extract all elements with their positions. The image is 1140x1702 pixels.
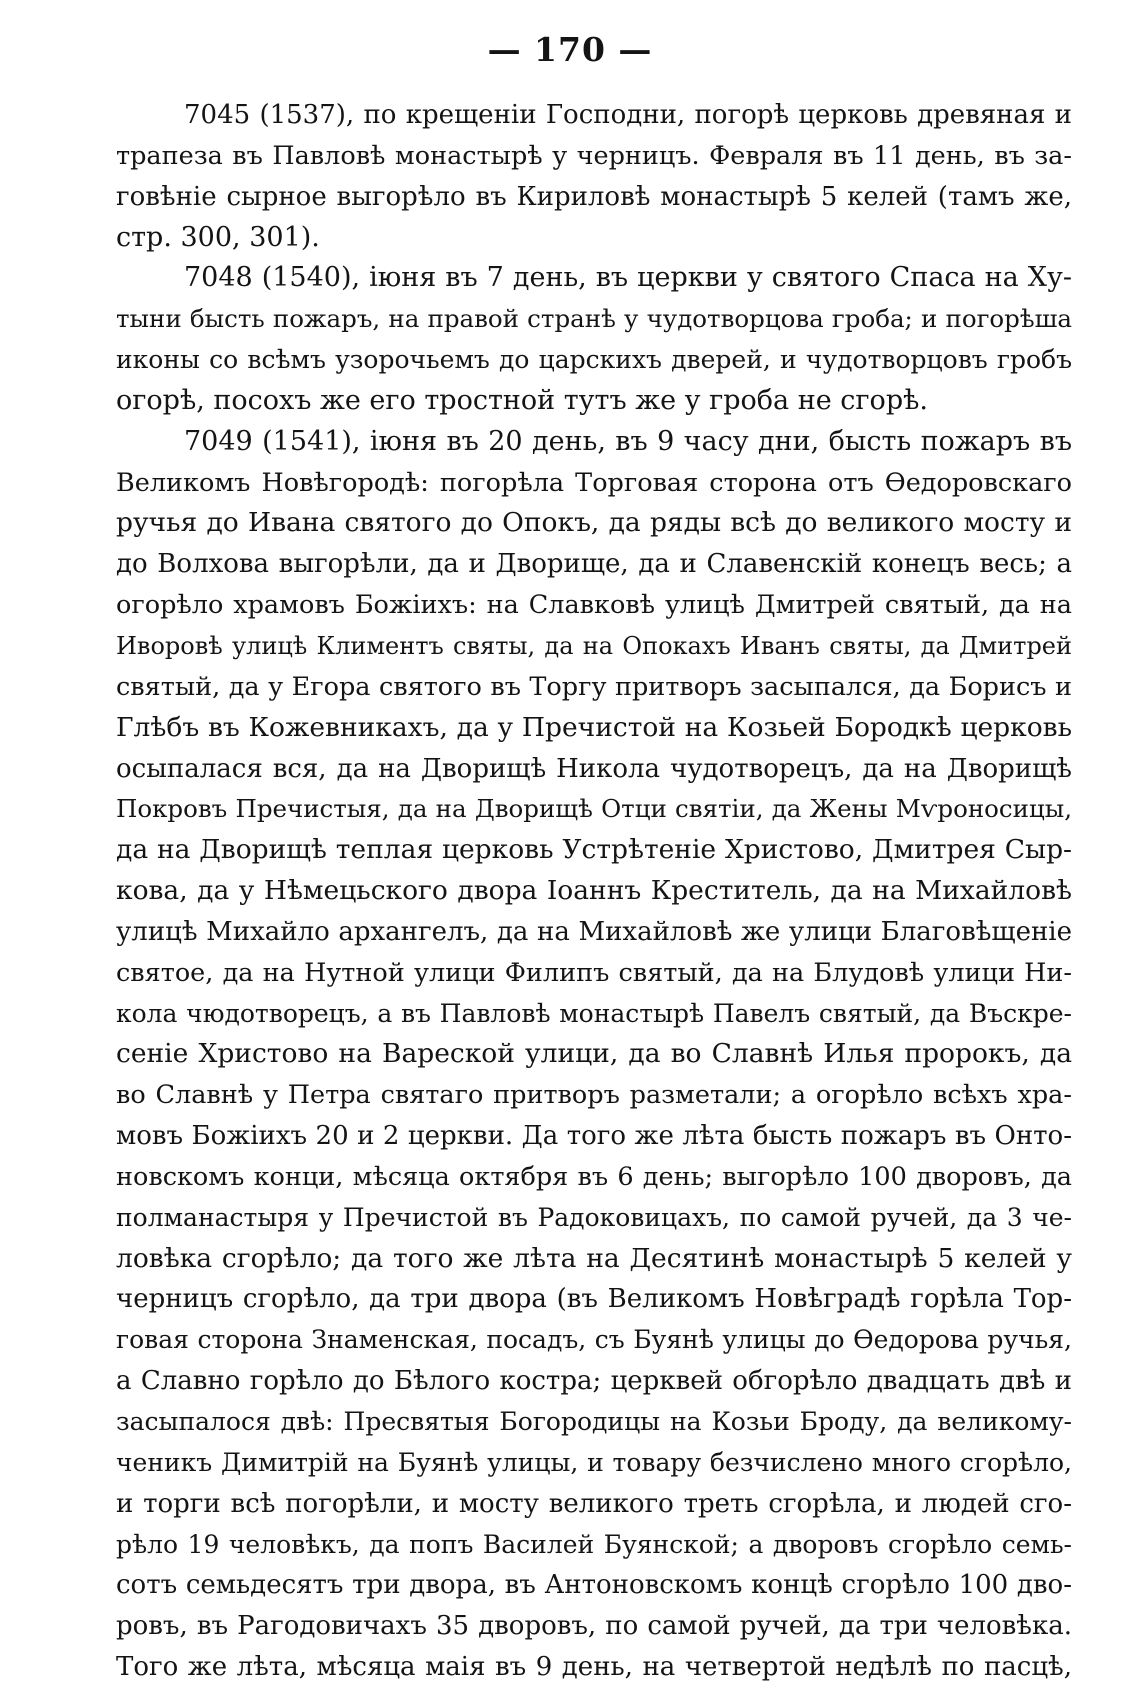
text-line: сеніе Христово на Вареской улици, да во Славнѣ Илья пророкъ, да [116,1038,1072,1070]
text-line: трапеза въ Павловѣ монастырѣ у черницъ. Февраля въ 11 день, въ за- [116,140,1072,171]
text-line: стр. 300, 301). [116,221,320,253]
text-line: святый, да у Егора святого въ Торгу притворъ засыпался, да Борисъ и [116,671,1072,702]
text-line: ченикъ Димитрій на Буянѣ улицы, и товару безчислено много сгорѣло, [116,1447,1072,1477]
text-line: ручья до Ивана святого до Опокъ, да ряды всѣ до великого мосту и [116,507,1072,539]
text-line: Покровъ Пречистыя, да на Дворищѣ Отци святіи, да Жены Мѵроносицы, [116,794,1072,824]
text-line: Иворовѣ улицѣ Климентъ святы, да на Опокахъ Иванъ святы, да Дмитрей [116,631,1072,660]
text-line: осыпалася вся, да на Дворищѣ Никола чудотворецъ, да на Дворищѣ [116,753,1072,784]
text-line: Глѣбъ въ Кожевникахъ, да у Пречистой на Козьей Бородкѣ церковь [116,711,1072,743]
text-line: сотъ семьдесятъ три двора, въ Антоновскомъ концѣ сгорѣло 100 дво- [116,1570,1072,1601]
text-line: Того же лѣта, мѣсяца маія въ 9 день, на четвертой недѣлѣ по пасцѣ, [116,1652,1072,1683]
text-line: да на Дворищѣ теплая церковь Устрѣтеніе Христово, Дмитрея Сыр- [116,834,1072,866]
text-line: полманастыря у Пречистой въ Радоковицахъ, по самой ручей, да 3 че- [116,1202,1072,1232]
text-line: Великомъ Новѣгородѣ: погорѣла Торговая сторона отъ Ѳедоровскаго [116,467,1072,498]
text-line: рѣло 19 человѣкъ, да попъ Василей Буянской; а дворовъ сгорѣло семь- [116,1529,1072,1559]
text-line: до Волхова выгорѣли, да и Дворище, да и Славенскій конецъ весь; а [116,549,1072,580]
text-line: святое, да на Нутной улици Филипъ святый, да на Блудовѣ улици Ни- [116,957,1072,988]
text-line: кова, да у Нѣмецьского двора Іоаннъ Креститель, да на Михайловѣ [116,875,1072,907]
text-line: 7049 (1541), іюня въ 20 день, въ 9 часу дни, бысть пожаръ въ [184,425,1072,457]
text-line: говая сторона Знаменская, посадъ, съ Буянѣ улицы до Ѳедорова ручья, [116,1325,1072,1355]
text-line: и торги всѣ погорѣли, и мосту великого треть сгорѣла, и людей сго- [116,1488,1072,1519]
text-line: кола чюдотворецъ, а въ Павловѣ монастырѣ Павелъ святый, да Въскре- [116,998,1072,1028]
text-line: говѣніе сырное выгорѣло въ Кириловѣ монастырѣ 5 келей (тамъ же, [116,181,1072,212]
text-line: новскомъ конци, мѣсяца октября въ 6 день; выгорѣло 100 дворовъ, да [116,1161,1072,1192]
text-line: огорѣ, посохъ же его тростной тутъ же у гроба не сгорѣ. [116,384,928,416]
text-line: тыни бысть пожаръ, на правой странѣ у чудотворцова гроба; и погорѣша [116,304,1072,334]
page-number: — 170 — [487,30,653,69]
text-line: засыпалося двѣ: Пресвятыя Богородицы на Козьи Броду, да великому- [116,1407,1072,1436]
text-body [116,95,1072,1688]
text-line: черницъ сгорѣло, да три двора (въ Великомъ Новѣградѣ горѣла Тор- [116,1284,1072,1315]
text-line: ловѣка сгорѣло; да того же лѣта на Десятинѣ монастырѣ 5 келей у [116,1242,1072,1274]
text-line: огорѣло храмовъ Божіихъ: на Славковѣ улицѣ Дмитрей святый, да на [116,590,1072,621]
text-line: улицѣ Михайло архангелъ, да на Михайловѣ же улици Благовѣщеніе [116,916,1072,947]
text-line: 7045 (1537), по крещеніи Господни, погорѣ церковь древяная и [184,100,1072,130]
text-line: мовъ Божіихъ 20 и 2 церкви. Да того же лѣта бысть пожаръ въ Онто- [116,1121,1072,1152]
text-line: а Славно горѣло до Бѣлого костра; церквей обгорѣло двадцать двѣ и [116,1366,1072,1397]
text-line: 7048 (1540), іюня въ 7 день, въ церкви у святого Спаса на Ху- [184,262,1072,294]
text-line: иконы со всѣмъ узорочьемъ до царскихъ дверей, и чудотворцовъ гробъ [116,345,1072,375]
text-line: ровъ, въ Рагодовичахъ 35 дворовъ, по самой ручей, да три человѣка. [116,1611,1072,1642]
text-line: во Славнѣ у Петра святаго притворъ разметали; а огорѣло всѣхъ хра- [116,1080,1072,1111]
